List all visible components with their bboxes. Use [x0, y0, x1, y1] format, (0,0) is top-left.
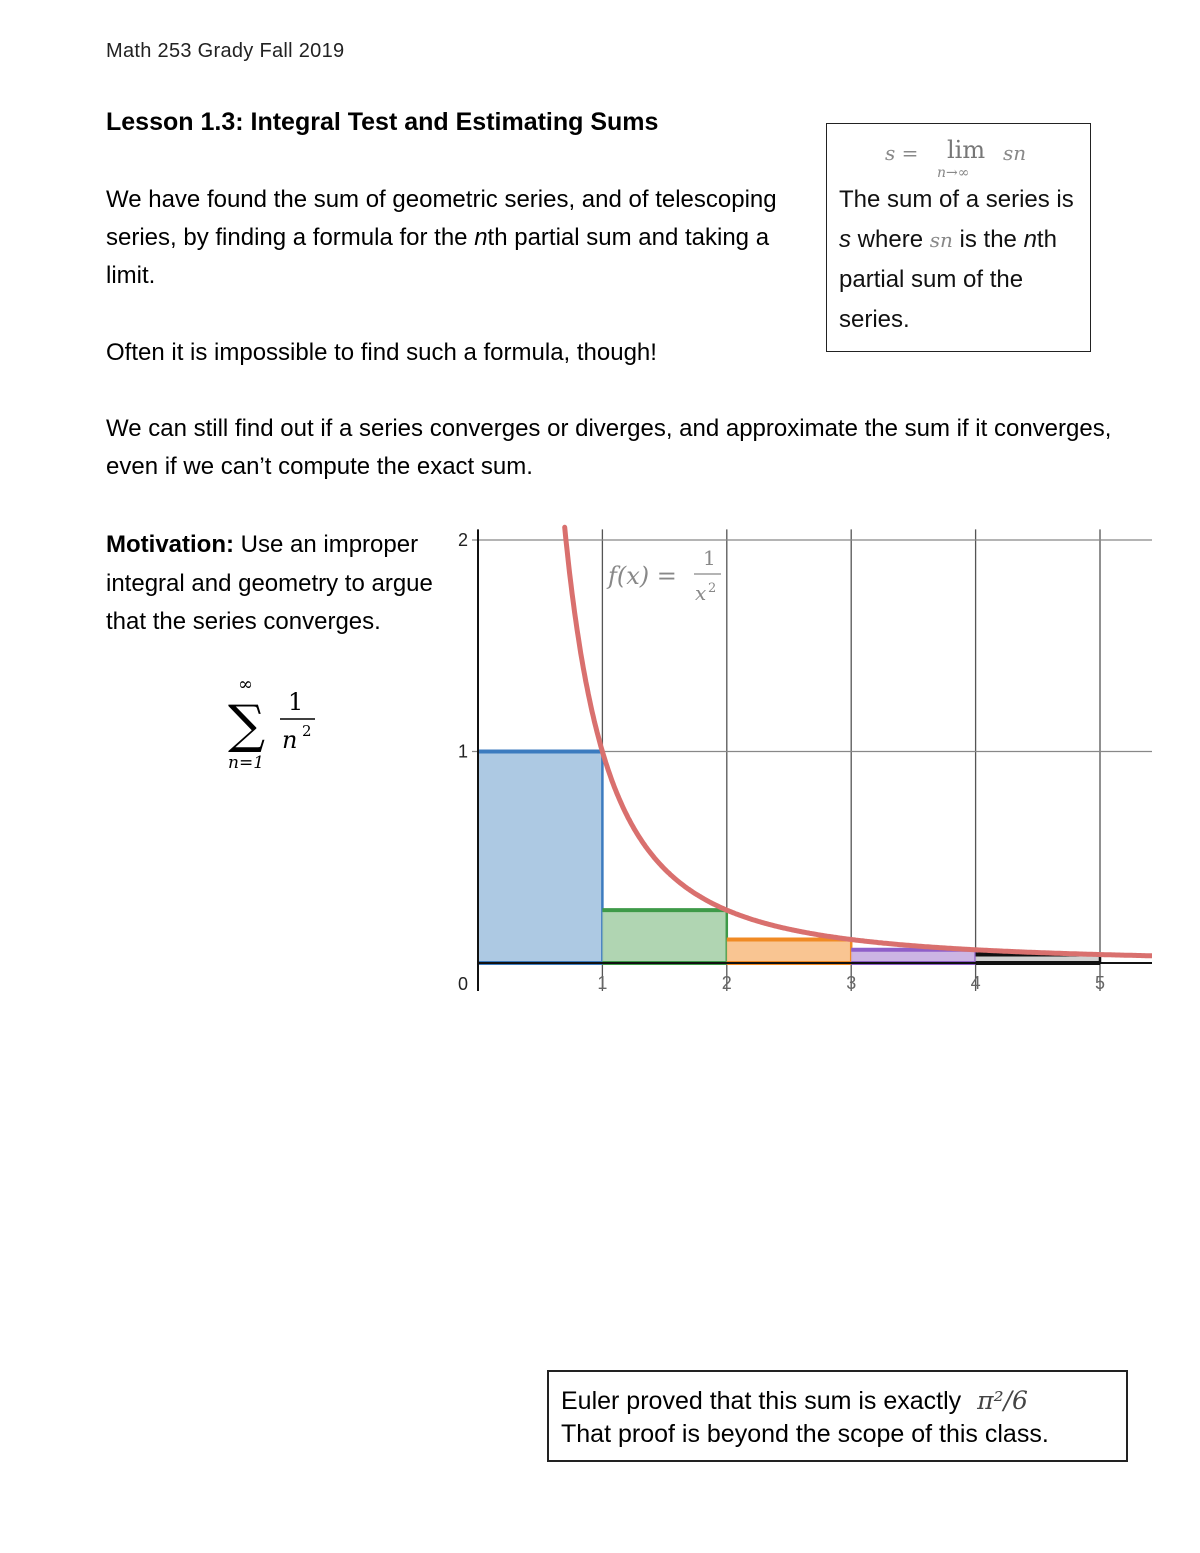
- rectangle-3: [727, 940, 851, 963]
- euler-line-1: [561, 1384, 1126, 1418]
- series-denominator: n: [282, 726, 298, 754]
- curve-f: [565, 527, 1152, 956]
- sigma-icon: ∑: [228, 695, 266, 755]
- def-text-c: is the: [952, 225, 1024, 253]
- x-tick-label-1: 1: [597, 973, 608, 993]
- intro-paragraph: [106, 181, 806, 295]
- function-exponent: 2: [708, 581, 717, 596]
- euler-line-2: That proof is beyond the scope of this class.: [561, 1420, 1049, 1448]
- motivation-label: Motivation:: [106, 531, 234, 558]
- formula-lhs: s =: [885, 141, 919, 165]
- intro-n: n: [474, 224, 488, 251]
- x-tick-label-4: 4: [970, 973, 981, 993]
- intro-text-b: th partial sum and taking a limit.: [106, 224, 770, 289]
- function-label: [606, 546, 721, 605]
- euler-box: [547, 1370, 1128, 1462]
- course-header: Math 253 Grady Fall 2019: [106, 40, 345, 62]
- function-lhs: f(x) =: [608, 562, 677, 590]
- lesson-title: Lesson 1.3: Integral Test and Estimating Sums: [106, 108, 659, 136]
- series-formula: [222, 672, 332, 772]
- y-tick-label-1: 1: [458, 741, 469, 762]
- series-lower: n=1: [228, 753, 265, 772]
- def-text-a: The sum of a series is: [839, 186, 1074, 213]
- formula-sub: n→∞: [937, 165, 970, 180]
- euler-pi-value: π²/6: [977, 1386, 1028, 1415]
- formula-lim: lim: [947, 136, 986, 164]
- def-sn: sn: [929, 227, 953, 252]
- definition-box: [826, 123, 1091, 352]
- def-text-b: where: [851, 225, 930, 253]
- motivation-text: [106, 526, 436, 642]
- rectangle-2: [602, 910, 726, 963]
- impossible-paragraph: Often it is impossible to find such a formula, though!: [106, 339, 657, 366]
- series-numerator: 1: [288, 688, 304, 716]
- converge-paragraph: We can still find out if a series converges or diverges, and approximate the sum if it converges, even if we can’t compute the exact sum.: [106, 415, 1112, 480]
- function-numerator: 1: [703, 546, 716, 570]
- y-tick-label-2: 2: [458, 530, 469, 550]
- limit-formula: [885, 130, 1045, 180]
- function-denominator: x: [695, 581, 707, 605]
- def-text-d: th partial sum of the series.: [839, 225, 1057, 333]
- y-tick-label-0: 0: [458, 974, 469, 994]
- rectangle-1: [478, 752, 602, 964]
- definition-text: [839, 180, 1089, 339]
- x-tick-label-2: 2: [721, 973, 732, 993]
- formula-rhs: sn: [1003, 141, 1027, 165]
- series-exponent: 2: [302, 722, 312, 740]
- series-upper: ∞: [238, 674, 253, 695]
- def-s: s: [839, 225, 851, 253]
- integral-test-graph: [440, 520, 1152, 1000]
- intro-text-a: We have found the sum of geometric series, and of telescoping series, by finding a formula for the: [106, 186, 777, 251]
- def-n: n: [1023, 225, 1037, 253]
- x-tick-label-3: 3: [846, 973, 857, 993]
- x-tick-label-5: 5: [1095, 973, 1106, 993]
- euler-text: Euler proved that this sum is exactly: [561, 1387, 962, 1415]
- motivation-body: Use an improper integral and geometry to argue that the series converges.: [106, 531, 433, 635]
